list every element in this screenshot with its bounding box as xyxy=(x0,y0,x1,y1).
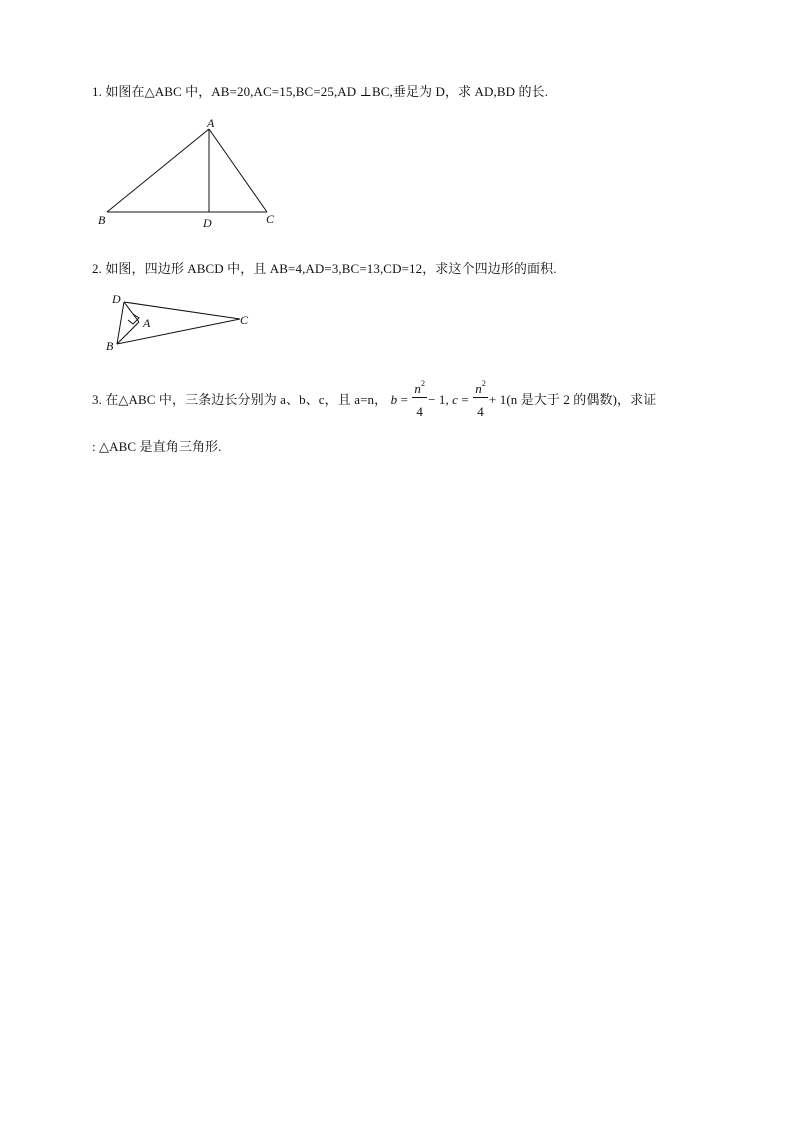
problem-3-text xyxy=(92,380,656,420)
problem-1-text xyxy=(92,84,548,100)
problem-3-statement-after: (n 是大于 2 的偶数)，求证 xyxy=(506,392,657,407)
label-d-fig2: D xyxy=(112,292,121,306)
var-b: b xyxy=(390,392,398,407)
segment-bc2 xyxy=(117,319,240,344)
equals-sign-c: = xyxy=(461,392,469,407)
label-c-fig2: C xyxy=(240,313,249,327)
right-angle-marker xyxy=(128,314,139,324)
exponent-second: 2 xyxy=(481,379,486,389)
exponent-first: 2 xyxy=(420,379,426,389)
segment-ab xyxy=(107,129,209,212)
problem-1-number: 1. xyxy=(92,84,102,99)
label-a-fig1: A xyxy=(207,116,215,130)
fraction-n2-over-4-second xyxy=(473,381,488,419)
problem-3-statement-before: 在△ABC 中，三条边长分别为 a、b、c，且 a=n， xyxy=(105,392,388,407)
numerator-n-first: n xyxy=(414,381,421,397)
label-a-fig2: A xyxy=(143,316,151,330)
problem-3-conclusion: : △ABC 是直角三角形. xyxy=(92,439,222,454)
segment-dc xyxy=(124,302,240,319)
label-b-fig1: B xyxy=(98,213,106,227)
var-c: c xyxy=(452,392,459,407)
problem-2-statement: 如图，四边形 ABCD 中，且 AB=4,AD=3,BC=13,CD=12，求这个四边形的面积. xyxy=(105,261,557,276)
plus-one: + 1 xyxy=(488,392,507,407)
segment-da xyxy=(124,302,139,322)
denominator-first: 4 xyxy=(416,404,424,420)
numerator-n-second: n xyxy=(475,381,482,397)
label-c-fig1: C xyxy=(266,212,275,226)
minus-one: − 1, xyxy=(428,392,449,407)
equals-sign-b: = xyxy=(400,392,408,407)
problem-1-statement: 如图在△ABC 中，AB=20,AC=15,BC=25,AD ⊥BC,垂足为 D，求 AD,BD 的长. xyxy=(105,84,549,99)
problem-3-continuation xyxy=(92,439,222,455)
label-b-fig2: B xyxy=(106,339,114,353)
fraction-n2-over-4-first xyxy=(412,381,427,419)
label-d-fig1: D xyxy=(203,216,212,230)
quadrilateral-abcd-lines xyxy=(117,302,240,344)
segment-ab2 xyxy=(117,322,139,344)
denominator-second: 4 xyxy=(477,404,484,420)
triangle-abc-lines xyxy=(107,129,267,212)
segment-ac xyxy=(209,129,267,212)
segment-db xyxy=(117,302,124,344)
problem-2-text xyxy=(92,261,557,277)
problem-3-number: 3. xyxy=(92,392,102,407)
problem-3-formula xyxy=(390,379,507,420)
problem-2-number: 2. xyxy=(92,261,102,276)
